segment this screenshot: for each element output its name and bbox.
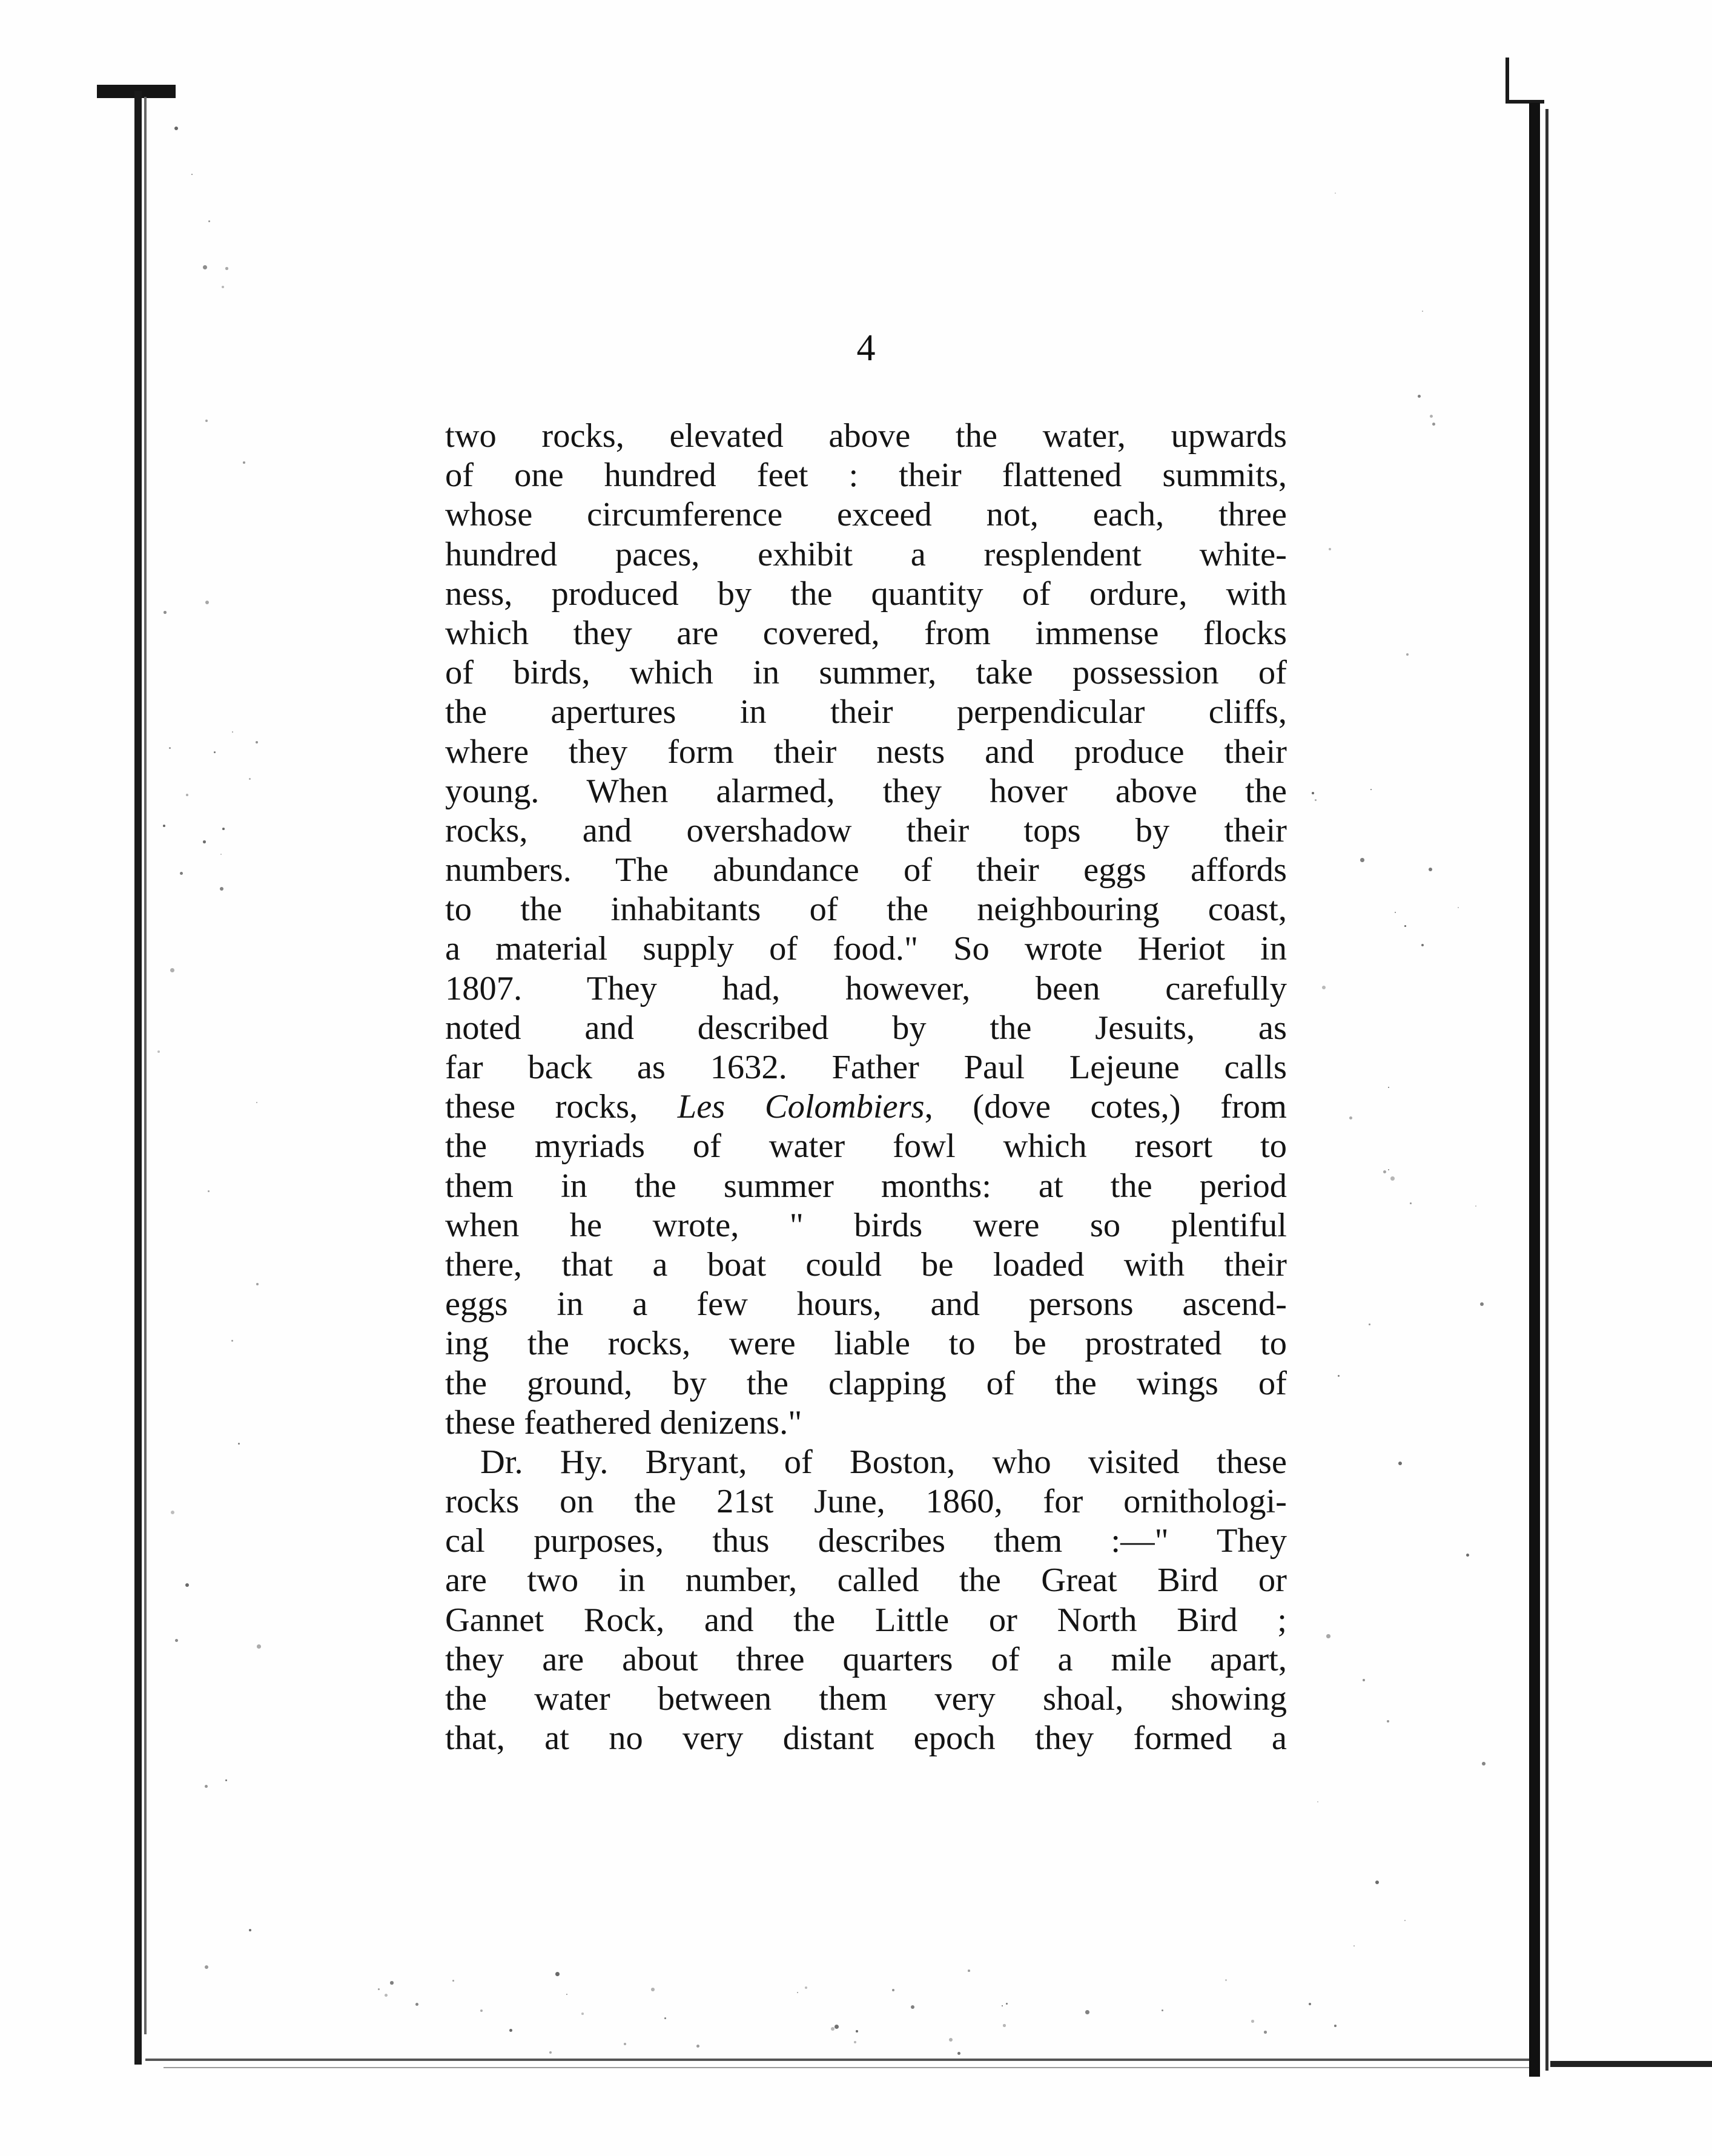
scan-speck <box>256 741 258 743</box>
scan-speck <box>205 420 208 422</box>
text-line: where they form their nests and produce their <box>445 733 1287 771</box>
scan-speck <box>1006 2003 1008 2005</box>
scan-speck <box>1390 1176 1395 1181</box>
scan-border-right-inner <box>1545 109 1548 2071</box>
scan-speck <box>1162 2009 1163 2011</box>
scan-speck <box>1410 1202 1412 1204</box>
scan-speck <box>385 1994 388 1997</box>
text-line: cal purposes, thus describes them :—" They <box>445 1522 1287 1560</box>
scan-speck <box>205 1965 208 1969</box>
text-line: eggs in a few hours, and persons ascend- <box>445 1285 1287 1324</box>
scan-speck <box>1406 653 1409 656</box>
scan-speck <box>1251 2020 1254 2023</box>
text-line: them in the summer months: at the period <box>445 1167 1287 1205</box>
scan-speck <box>378 1988 380 1990</box>
scan-speck <box>1329 548 1331 550</box>
scan-border-left-inner <box>144 97 147 2034</box>
scan-speck <box>208 1190 210 1192</box>
scan-speck <box>1458 907 1459 908</box>
text-line: two rocks, elevated above the water, upwards <box>445 417 1287 455</box>
text-line: ness, produced by the quantity of ordure, with <box>445 575 1287 613</box>
scan-speck <box>415 2003 418 2006</box>
scan-speck <box>222 286 224 288</box>
scan-speck <box>1418 395 1421 398</box>
scan-speck <box>1395 912 1396 913</box>
scan-border-left <box>134 91 142 2065</box>
scan-speck <box>205 601 209 604</box>
scan-speck <box>1430 415 1433 418</box>
scan-speck <box>831 2027 835 2031</box>
scan-speck <box>1482 1762 1486 1765</box>
scan-speck <box>249 1929 251 1931</box>
scan-speck <box>1335 193 1336 194</box>
scan-speck <box>163 825 165 827</box>
scan-speck <box>664 2017 666 2019</box>
scan-speck <box>480 2009 483 2012</box>
scan-speck <box>1002 2005 1003 2006</box>
scan-speck <box>208 220 210 222</box>
text-line: far back as 1632. Father Paul Lejeune calls <box>445 1049 1287 1086</box>
scan-speck <box>175 1639 178 1642</box>
scan-speck <box>1334 2025 1337 2027</box>
scan-speck <box>1338 1375 1340 1377</box>
scan-speck <box>164 611 167 614</box>
scan-speck <box>1349 1116 1352 1119</box>
scan-speck <box>1480 1302 1484 1306</box>
scan-speck <box>1388 1087 1389 1088</box>
scan-speck <box>1398 1462 1402 1465</box>
scan-speck <box>1315 799 1317 801</box>
text-line: noted and described by the Jesuits, as <box>445 1009 1287 1047</box>
scan-speck <box>1375 1881 1379 1884</box>
scan-speck <box>835 2025 839 2029</box>
scan-speck <box>1309 2003 1311 2005</box>
scan-speck <box>186 794 188 796</box>
scan-speck <box>1388 1169 1389 1170</box>
scan-speck <box>1003 2024 1006 2027</box>
scan-speck <box>1432 423 1435 426</box>
scan-speck <box>1312 792 1314 794</box>
scan-speck <box>1369 1324 1370 1325</box>
scan-speck <box>957 2052 960 2055</box>
scan-speck <box>555 1972 560 1976</box>
scan-speck <box>1360 858 1364 862</box>
scan-speck <box>549 2051 552 2054</box>
scan-speck <box>1421 944 1424 946</box>
scan-border-right-top <box>1505 58 1509 103</box>
scan-speck <box>180 872 183 875</box>
scan-speck <box>1322 986 1326 989</box>
text-line: Gannet Rock, and the Little or North Bird ; <box>445 1601 1287 1639</box>
text-line: young. When alarmed, they hover above the <box>445 772 1287 810</box>
scan-speck <box>854 2041 856 2043</box>
scan-speck <box>214 751 216 753</box>
scan-speck <box>805 1986 807 1989</box>
text-line: the water between them very shoal, showing <box>445 1680 1287 1718</box>
text-line: rocks, and overshadow their tops by their <box>445 811 1287 849</box>
scan-speck <box>856 2030 858 2032</box>
scan-speck <box>1404 1920 1406 1921</box>
text-line: to the inhabitants of the neighbouring coast, <box>445 891 1287 929</box>
scan-speck <box>225 1779 227 1781</box>
scan-speck <box>157 1050 160 1053</box>
text-line: rocks on the 21st June, 1860, for ornithologi- <box>445 1483 1287 1521</box>
text-line: are two in number, called the Great Bird or <box>445 1561 1287 1600</box>
scan-border-bottom-inner <box>164 2067 1532 2068</box>
text-line: that, at no very distant epoch they formed a <box>445 1719 1287 1758</box>
scan-speck <box>1387 1720 1389 1722</box>
scan-border-bottom <box>145 2059 1538 2061</box>
scan-speck <box>452 1980 454 1982</box>
text-line: the ground, by the clapping of the wings of <box>445 1364 1287 1402</box>
scan-speck <box>1326 1634 1330 1638</box>
text-line-italic: these rocks, Les Colombiers, (dove cotes,) from <box>445 1088 1287 1126</box>
page-number: 4 <box>856 328 876 369</box>
scan-border-right <box>1529 103 1540 2077</box>
text-line-indented: Dr. Hy. Bryant, of Boston, who visited these <box>480 1443 1287 1481</box>
text-line: of birds, which in summer, take possession of <box>445 654 1287 692</box>
scan-speck <box>566 1994 567 1995</box>
scan-speck <box>225 267 228 270</box>
text-line: they are about three quarters of a mile apart, <box>445 1640 1287 1678</box>
text-line: when he wrote, " birds were so plentiful <box>445 1206 1287 1244</box>
text-line: numbers. The abundance of their eggs affords <box>445 851 1287 889</box>
scan-speck <box>1225 1979 1227 1981</box>
scan-speck <box>1466 1554 1469 1557</box>
scan-speck <box>696 2045 699 2048</box>
text-line: the apertures in their perpendicular cliffs, <box>445 693 1287 731</box>
scan-speck <box>1085 2010 1089 2014</box>
text-line: hundred paces, exhibit a resplendent white- <box>445 535 1287 573</box>
scan-speck <box>256 1102 257 1103</box>
scan-speck <box>205 1785 208 1788</box>
text-line: a material supply of food." So wrote Heriot in <box>445 930 1287 968</box>
scan-speck <box>243 461 245 464</box>
text-line: which they are covered, from immense flocks <box>445 614 1287 652</box>
scan-speck <box>232 731 233 733</box>
scan-speck <box>1429 868 1432 871</box>
scan-speck <box>1353 1945 1355 1947</box>
body-text <box>445 417 1287 1758</box>
scan-speck <box>231 1340 233 1342</box>
scan-speck <box>257 1644 261 1649</box>
scan-speck <box>1383 1170 1386 1173</box>
scan-speck <box>174 127 178 130</box>
text-line: of one hundred feet : their flattened summits, <box>445 457 1287 495</box>
scan-speck <box>390 1981 394 1985</box>
text-line: ing the rocks, were liable to be prostrated to <box>445 1325 1287 1363</box>
text-line: 1807. They had, however, been carefully <box>445 969 1287 1007</box>
scan-speck <box>220 854 222 855</box>
text-line: the myriads of water fowl which resort to <box>445 1127 1287 1165</box>
scan-speck <box>797 1992 798 1993</box>
scan-speck <box>256 1283 259 1285</box>
scan-speck <box>1370 789 1372 790</box>
scan-speck <box>191 174 193 175</box>
italic-phrase: Les Colombiers <box>677 1088 925 1126</box>
scan-speck <box>509 2029 512 2032</box>
text-line: whose circumference exceed not, each, three <box>445 496 1287 534</box>
scan-speck <box>968 1970 970 1972</box>
text-line: these feathered denizens." <box>445 1403 802 1442</box>
scan-speck <box>169 747 171 749</box>
scan-border-right-base <box>1550 2061 1712 2067</box>
scan-speck <box>949 2038 953 2042</box>
scan-speck <box>1317 1801 1318 1802</box>
scan-speck <box>1422 311 1423 312</box>
scan-speck <box>249 778 251 780</box>
text-line: there, that a boat could be loaded with their <box>445 1245 1287 1284</box>
scan-speck <box>1475 1205 1476 1207</box>
scan-speck <box>911 2005 914 2009</box>
scan-speck <box>203 265 207 269</box>
scan-speck <box>222 828 225 830</box>
scan-speck <box>171 1511 174 1514</box>
scan-speck <box>1404 925 1406 927</box>
scan-speck <box>892 1989 894 1991</box>
scan-speck <box>220 887 223 891</box>
scan-speck <box>238 1443 240 1445</box>
scan-speck <box>1264 2031 1267 2034</box>
scan-speck <box>1363 1679 1365 1681</box>
scan-speck <box>581 2013 584 2015</box>
scan-speck <box>651 1988 655 1991</box>
scan-speck <box>203 840 206 843</box>
scan-speck <box>185 1583 189 1587</box>
scan-speck <box>170 968 174 972</box>
scan-speck <box>624 2043 626 2045</box>
